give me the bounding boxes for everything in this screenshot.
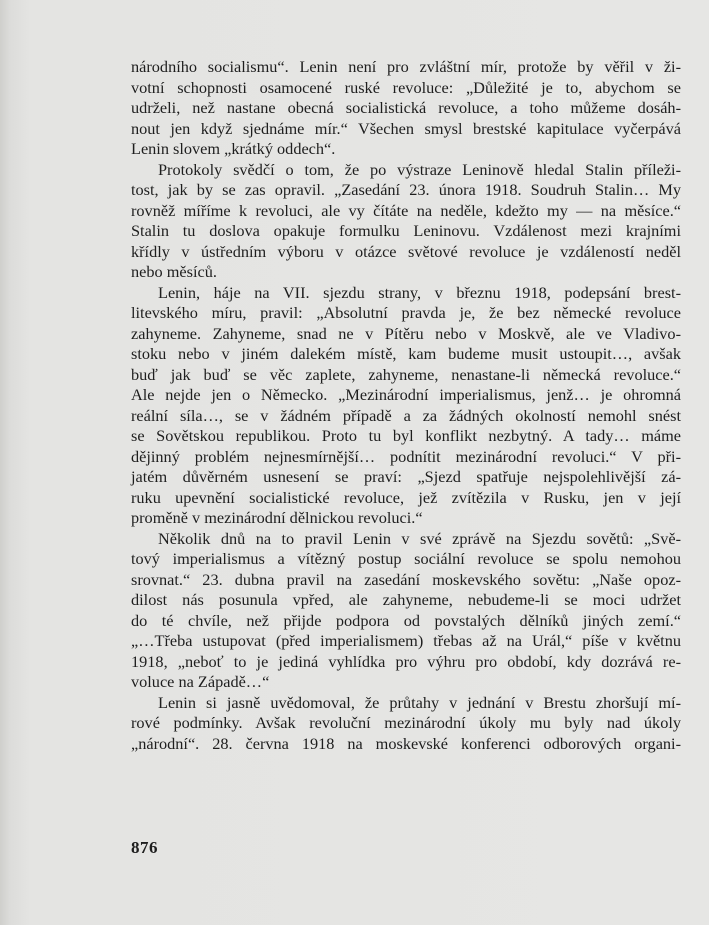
text-line: proměně v mezinárodní dělnickou revoluci.“ <box>131 508 423 527</box>
text-line: tost, jak by se zas opravil. „Zasedání 23. února 1918. Soudruh Stalin… My <box>131 180 681 199</box>
text-line: Lenin, háje na VII. sjezdu strany, v březnu 1918, podepsání brest- <box>158 282 681 302</box>
page-number: 876 <box>131 838 158 857</box>
text-line: se Sovětskou republikou. Proto tu byl konflikt nezbytný. A tady… máme <box>131 426 681 445</box>
text-line: křídly v ústředním výboru v otázce světové revoluce je vzdáleností neděl <box>131 241 681 261</box>
text-line: buď jak buď se věc zaplete, zahyneme, nenastane-li německá revoluce.“ <box>131 364 681 384</box>
text-line: Lenin si jasně uvědomoval, že průtahy v jednání v Brestu zhoršují mí- <box>158 692 681 712</box>
text-line: národního socialismu“. Lenin není pro zvláštní mír, protože by věřil v ži- <box>131 57 681 76</box>
paragraph <box>131 160 681 283</box>
text-line: votní schopnosti osamocené ruské revoluce: „Důležité je to, abychom se <box>131 77 681 97</box>
text-line: „…Třeba ustupovat (před imperialismem) třebas až na Urál,“ píše v květnu <box>131 631 681 650</box>
text-line: tový imperialismus a vítězný postup sociální revoluce se spolu nemohou <box>131 549 681 568</box>
text-line: srovnat.“ 23. dubna pravil na zasedání moskevského sovětu: „Naše opoz- <box>131 569 681 589</box>
paragraph <box>131 283 681 529</box>
text-line: nebo měsíců. <box>131 262 217 281</box>
paragraph <box>131 57 681 160</box>
paragraph <box>131 529 681 693</box>
text-line: rovněž míříme k revoluci, ale vy čítáte na neděle, kdežto my — na měsíce.“ <box>131 200 681 220</box>
text-line: stoku nebo v jiném dalekém místě, kam budeme musit ustoupit…, avšak <box>131 344 681 363</box>
text-line: Stalin tu doslova opakuje formulku Leninovu. Vzdálenost mezi krajními <box>131 221 681 240</box>
text-line: rové podmínky. Avšak revoluční mezinárodní úkoly mu byly nad úkoly <box>131 713 681 732</box>
text-line: Několik dnů na to pravil Lenin v své zprávě na Sjezdu sovětů: „Svě- <box>158 528 681 548</box>
text-line: dějinný problém nejnesmírnější… podnítit mezinárodní revoluci.“ V při- <box>131 446 681 466</box>
text-line: do té chvíle, než přijde podpora od povstalých dělníků jiných zemí.“ <box>131 610 681 630</box>
text-line: voluce na Západě…“ <box>131 672 270 691</box>
text-line: zahyneme. Zahyneme, snad ne v Pítěru nebo v Moskvě, ale ve Vladivo- <box>131 323 681 343</box>
text-line: ruku upevnění socialistické revoluce, jež zvítězila v Rusku, jen v její <box>131 487 681 507</box>
text-line: Protokoly svědčí o tom, že po výstraze Leninově hledal Stalin příleži- <box>158 159 681 179</box>
paragraph <box>131 693 681 755</box>
text-line: Ale nejde jen o Německo. „Mezinárodní imperialismus, jenž… je ohromná <box>131 385 681 404</box>
text-line: jatém důvěrném usnesení se praví: „Sjezd spatřuje nejspolehlivější zá- <box>131 467 681 486</box>
text-line: 1918, „neboť to je jediná vyhlídka pro výhru pro období, kdy dozrává re- <box>131 651 681 671</box>
text-line: Lenin slovem „krátký oddech“. <box>131 139 336 158</box>
body-text <box>131 57 681 754</box>
text-line: „národní“. 28. června 1918 na moskevské konferenci odborových organi- <box>131 733 681 753</box>
text-line: nout jen když sjednáme mír.“ Všechen smysl brestské kapitulace vyčerpává <box>131 118 681 138</box>
text-line: udrželi, než nastane obecná socialistická revoluce, a toho můžeme dosáh- <box>131 98 681 117</box>
text-line: dilost nás posunula vpřed, ale zahyneme, nebudeme-li se moci udržet <box>131 590 681 609</box>
text-line: reální síla…, se v žádném případě a za žádných okolností nemohl snést <box>131 405 681 425</box>
text-line: litevského míru, pravil: „Absolutní pravda je, že bez německé revoluce <box>131 303 681 322</box>
